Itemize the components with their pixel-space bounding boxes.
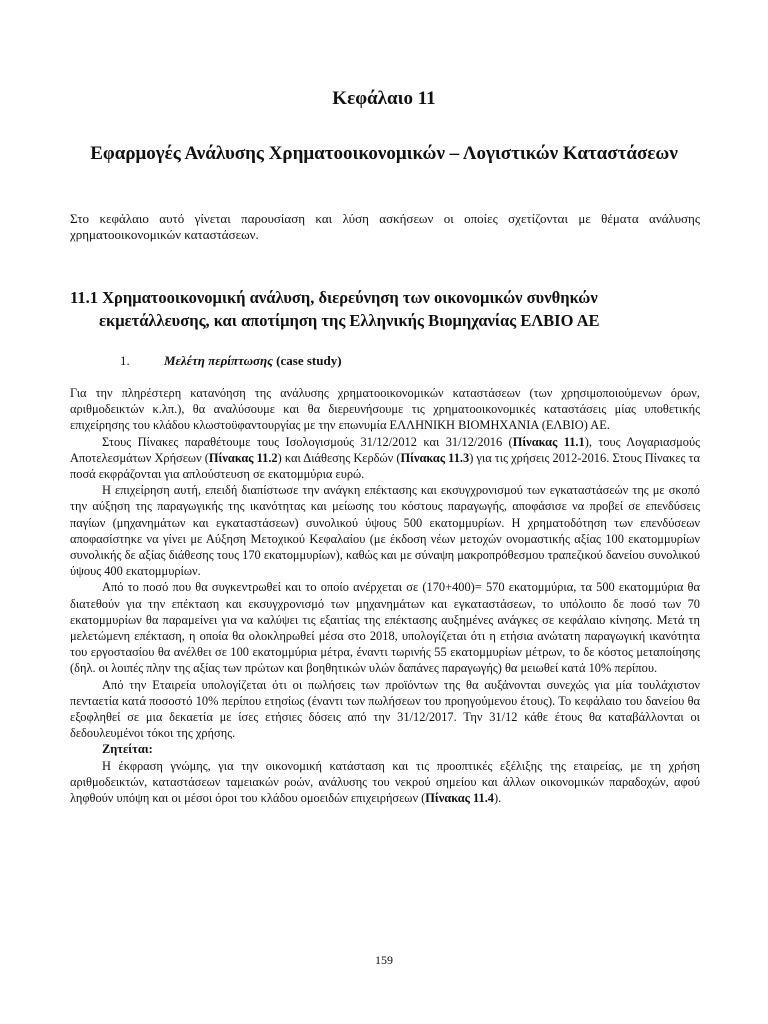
paragraph-6-text-b: ).	[494, 791, 502, 806]
subsection-heading	[120, 353, 342, 369]
paragraph-4: Από το ποσό που θα συγκεντρωθεί και το οποίο ανέρχεται σε (170+400)= 570 εκατομμύρια, τα 500 εκατομμύρια θα διατεθούν για την επέκταση και εκσυγχρονισμό των μηχανημάτων και εγκαταστάσεων, το υπόλοιπο δε ποσό των 70 εκατομμυρίων θα παραμείνει για να καλύψει τις εξαιτίας της επέκτασης αυξημένες ανάγκες σε κεφάλαιο κίνησης. Μετά τη μελετώμενη επέκταση, η οποία θα ολοκληρωθεί μέσα στο 2018, υπολογίζεται ότι η ετήσια ανώτατη παραγωγική ικανότητα του εργοστασίου θα ανέλθει σε 100 εκατομμύρια μέτρα, έναντι τωρινής 55 εκατομμυρίων μέτρων, το δε κόστος μεταποίησης (δηλ. οι λοιπές πλην της αξίας των πρώτων και βοηθητικών υλών δαπάνες παραγωγής) θα μειωθεί κατά 10% περίπου.	[70, 580, 700, 676]
section-title-line2: εκμετάλλευσης, και αποτίμηση της Ελληνικής Βιομηχανίας ΕΛΒΙΟ ΑΕ	[99, 311, 600, 330]
table-ref-11-2: Πίνακας 11.2	[208, 450, 278, 465]
paragraph-1: Για την πληρέστερη κατανόηση της ανάλυσης χρηματοοικονομικών καταστάσεων (των χρησιμοποιούμενων όρων, αριθμοδεικτών κ.λπ.), θα αναλύσουμε και θα διερευνήσουμε τις χρηματοοικονομικές καταστάσεις μίας υποθετικής επιχείρησης του κλάδου κλωστοϋφαντουργίας με την επωνυμία ΕΛΛΗΝΙΚΗ ΒΙΟΜΗΧΑΝΙΑ (ΕΛΒΙΟ) ΑΕ.	[70, 386, 700, 433]
subsection-label-italic: Μελέτη περίπτωσης	[164, 353, 273, 368]
chapter-title: Εφαρμογές Ανάλυσης Χρηματοοικονομικών – Λογιστικών Καταστάσεων	[90, 143, 678, 164]
chapter-number: Κεφάλαιο 11	[332, 88, 436, 109]
body-text	[70, 385, 700, 806]
table-ref-11-3: Πίνακας 11.3	[400, 450, 470, 465]
section-heading	[70, 286, 700, 332]
paragraph-2	[70, 434, 700, 483]
paragraph-6	[70, 758, 700, 807]
paragraph-2-text-b: ), τους Λογαριασμούς Αποτελεσμάτων Χρήσεων (	[70, 434, 701, 465]
paragraph-5: Από την Εταιρεία υπολογίζεται ότι οι πωλήσεις των προϊόντων της θα αυξάνονται συνεχώς για μία τουλάχιστον πενταετία κατά ποσοστό 10% περίπου ετησίως (έναντι των πωλήσεων του προηγούμενου έτους). Το κεφάλαιο του δανείου θα εξοφληθεί σε μια δεκαετία με ίσες ετήσιες δόσεις από την 31/12/2017. Την 31/12 κάθε έτους θα καταβάλλονται οι δεδουλευμένοι τόκοι της χρήσης.	[70, 677, 700, 741]
section-title-line1: Χρηματοοικονομική ανάλυση, διερεύνηση των οικονομικών συνθηκών	[102, 288, 598, 307]
paragraph-6-text-a: Η έκφραση γνώμης, για την οικονομική κατάσταση και τις προοπτικές εξέλιξης της εταιρείας, με τη χρήση αριθμοδεικτών, καταστάσεων ταμειακών ροών, ανάλυσης του νεκρού σημείου και άλλων οικονομικών παραδοχών, αφού ληφθούν υπόψη και οι μέσοι όροι του κλάδου ομοειδών επιχειρήσεων (	[70, 758, 700, 806]
section-number: 11.1	[70, 288, 98, 307]
paragraph-2-text-d: ) για τις χρήσεις 2012-2016. Στους Πίνακες τα ποσά εκφράζονται για απλούστευση σε εκατομμύρια ευρώ.	[70, 450, 700, 482]
paragraph-2-text-c: ) και Διάθεσης Κερδών (	[277, 450, 401, 465]
table-ref-11-1: Πίνακας 11.1	[512, 434, 585, 449]
paragraph-3: Η επιχείρηση αυτή, επειδή διαπίστωσε την ανάγκη επέκτασης και εκσυγχρονισμού των εγκαταστάσεών της με σκοπό την αύξηση της παραγωγικής της ικανότητας και μείωσης του κόστους παραγωγής, αποφάσισε να προβεί σε επενδύσεις παγίων (μηχανημάτων και εγκαταστάσεων) συνολικού ύψους 500 εκατομμυρίων. Η χρηματοδότηση των επενδύσεων αποφασίστηκε να γίνει με Αύξηση Μετοχικού Κεφαλαίου (με έκδοση νέων μετοχών ονομαστικής αξίας 100 εκατομμυρίων συνολικής δε αξίας διάθεσης τους 170 εκατομμυρίων), καθώς και με σύναψη μακροπρόθεσμου τραπεζικού δανείου συνολικού ύψους 400 εκατομμυρίων.	[70, 483, 700, 579]
page-number: 159	[375, 953, 393, 967]
paragraph-2-text-a: Στους Πίνακες παραθέτουμε τους Ισολογισμούς 31/12/2012 και 31/12/2016 (	[102, 434, 513, 449]
subsection-label-bold: (case study)	[276, 353, 342, 368]
subsection-number: 1.	[120, 353, 130, 368]
table-ref-11-4: Πίνακας 11.4	[425, 791, 494, 806]
requirement-label: Ζητείται:	[102, 742, 153, 757]
intro-paragraph: Στο κεφάλαιο αυτό γίνεται παρουσίαση και λύση ασκήσεων οι οποίες σχετίζονται με θέματα ανάλυσης χρηματοοικονομικών καταστάσεων.	[70, 211, 700, 242]
